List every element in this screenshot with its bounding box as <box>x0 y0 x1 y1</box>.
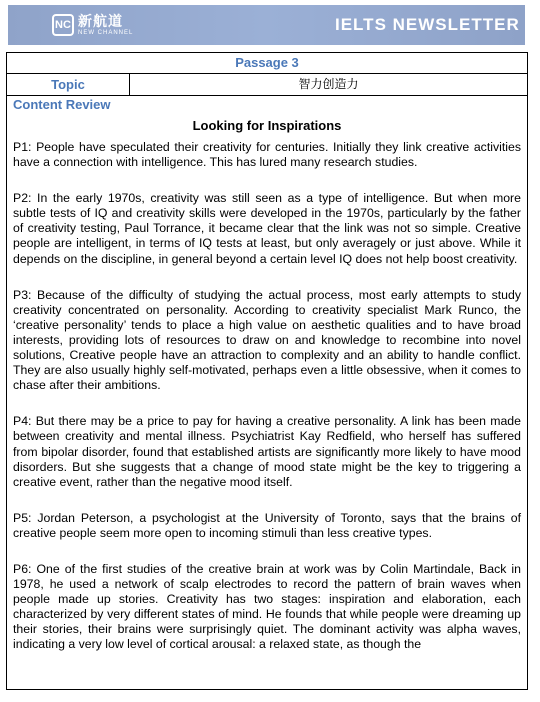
article-title: Looking for Inspirations <box>192 118 342 133</box>
paragraph-6: P6: One of the first studies of the creative brain at work was by Colin Martindale, Back in 1978, he used a network of scalp electrodes to record the pattern of brain waves when people made up stories. Creativity has two stages: inspiration and elaboration, each characterized by very different states of mind. He founds that while people were dreaming up their stories, their brains were surprisingly quiet. The dominant activity was alpha waves, indicating a very low level of cortical arousal: a relaxed state, as though the <box>13 561 521 652</box>
paragraph-2: P2: In the early 1970s, creativity was still seen as a type of intelligence. But when more subtle tests of IQ and creativity skills were developed in the 1970s, particularly by the father of creativity testing, Paul Torrance, it became clear that the link was not so simple. Creative people are intelligent, in terms of IQ tests at least, but only averagely or just above. While it depends on the discipline, in general beyond a certain level IQ does not help boost creativity. <box>13 191 521 266</box>
passage-document <box>6 52 528 690</box>
logo-text <box>78 14 133 36</box>
logo-chinese-name: 新航道 <box>78 13 123 29</box>
passage-heading: Passage 3 <box>7 53 527 74</box>
blank-line <box>13 170 521 191</box>
paragraph-4: P4: But there may be a price to pay for having a creative personality. A link has been made between creativity and mental illness. Psychiatrist Kay Redfield, who herself has suffered from bipolar disorder, found that established artists are significantly more likely to have mood disorders. But she suggests that a change of mood state might be the key to triggering a creative event, rather than the negative mood itself. <box>13 414 521 489</box>
paragraph-1: P1: People have speculated their creativity for centuries. Initially they link creative activities have a connection with intelligence. This has lured many research studies. <box>13 140 521 170</box>
topic-row <box>7 74 527 96</box>
newsletter-header <box>8 5 525 45</box>
paragraph-3: P3: Because of the difficulty of studying the actual process, most early attempts to study creativity concentrated on personality. According to creativity specialist Mark Runco, the ‘creative personality’ tends to place a high value on aesthetic qualities and to have broad interests, providing lots of resources to draw on and knowledge to recombine into novel solutions, Creative people have an attraction to complexity and an ability to handle conflict. They are also usually highly self-motivated, perhaps even a little obsessive, when it comes to chase after their ambitions. <box>13 287 521 393</box>
blank-line <box>13 490 521 511</box>
topic-value: 智力创造力 <box>298 77 359 91</box>
blank-line <box>13 393 521 414</box>
content-review <box>7 96 527 653</box>
blank-line <box>13 541 521 562</box>
newsletter-title: IELTS NEWSLETTER <box>335 15 520 34</box>
topic-label: Topic <box>7 74 130 95</box>
logo-english-name: NEW CHANNEL <box>78 30 134 36</box>
content-review-label: Content Review <box>13 97 111 112</box>
brand-logo <box>52 14 133 36</box>
paragraph-5: P5: Jordan Peterson, a psychologist at the University of Toronto, says that the brains of creative people seem more open to incoming stimuli than less creative types. <box>13 510 521 540</box>
logo-mark-icon: NC <box>52 14 74 36</box>
blank-line <box>13 267 521 288</box>
